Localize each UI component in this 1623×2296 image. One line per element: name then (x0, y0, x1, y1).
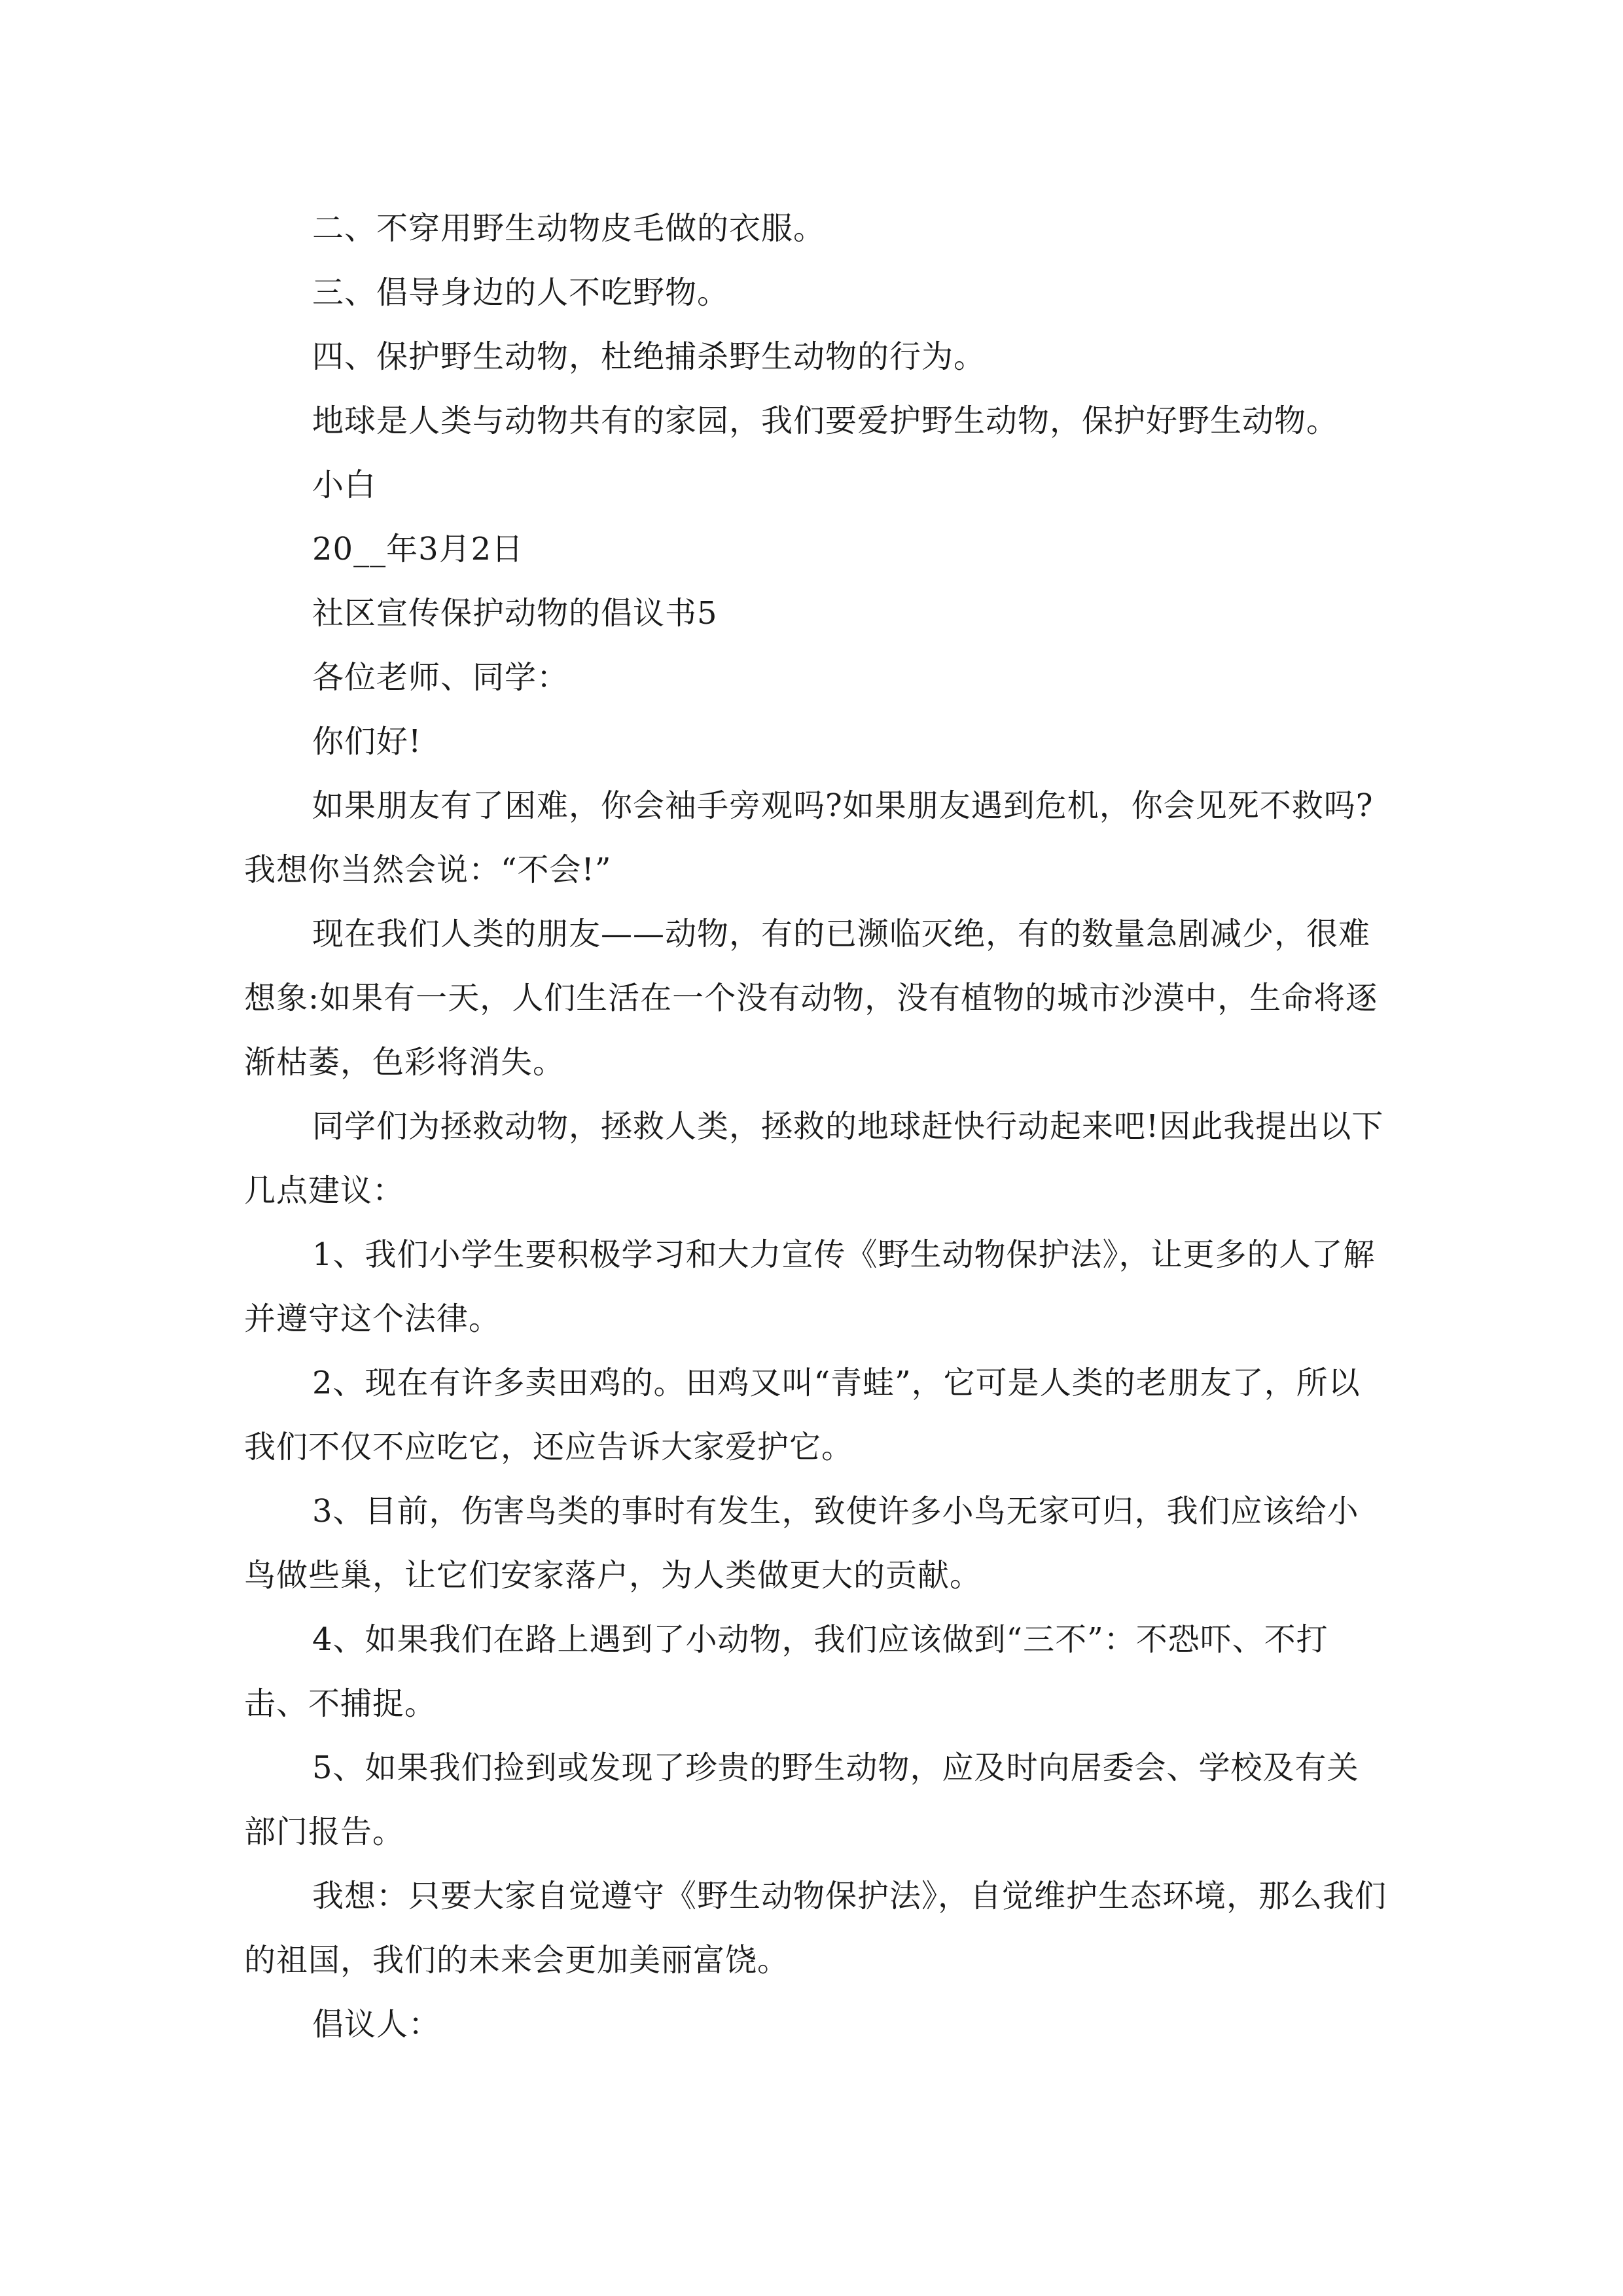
signature-name: 小白 (312, 467, 377, 503)
greeting: 你们好! (312, 723, 422, 760)
document-body (244, 196, 1389, 2056)
list-item-4: 四、保护野生动物，杜绝捕杀野生动物的行为。 (312, 338, 986, 375)
suggestion-5: 5、如果我们捡到或发现了珍贵的野生动物，应及时向居委会、学校及有关部门报告。 (244, 1749, 1359, 1850)
body-paragraph-1: 如果朋友有了困难，你会袖手旁观吗?如果朋友遇到危机，你会见死不救吗?我想你当然会说：“不会!” (244, 787, 1374, 888)
proposer-label: 倡议人： (312, 2006, 441, 2043)
signature-date: 20__年3月2日 (312, 531, 524, 567)
suggestion-3: 3、目前，伤害鸟类的事时有发生，致使许多小鸟无家可归，我们应该给小鸟做些巢，让它们安家落户，为人类做更大的贡献。 (244, 1493, 1359, 1594)
conclusion-paragraph: 我想：只要大家自觉遵守《野生动物保护法》，自觉维护生态环境，那么我们的祖国，我们的未来会更加美丽富饶。 (244, 1878, 1387, 1979)
suggestion-4: 4、如果我们在路上遇到了小动物，我们应该做到“三不”：不恐吓、不打击、不捕捉。 (244, 1621, 1329, 1722)
suggestion-1: 1、我们小学生要积极学习和大力宣传《野生动物保护法》，让更多的人了解并遵守这个法律。 (244, 1236, 1376, 1337)
suggestion-2: 2、现在有许多卖田鸡的。田鸡又叫“青蛙”，它可是人类的老朋友了，所以我们不仅不应吃它，还应告诉大家爱护它。 (244, 1365, 1361, 1465)
list-item-3: 三、倡导身边的人不吃野物。 (312, 274, 730, 311)
closing-statement: 地球是人类与动物共有的家园，我们要爱护野生动物，保护好野生动物。 (312, 403, 1339, 439)
body-paragraph-2: 现在我们人类的朋友——动物，有的已濒临灭绝，有的数量急剧减少，很难想象:如果有一天，人们生活在一个没有动物，没有植物的城市沙漠中，生命将逐渐枯萎，色彩将消失。 (244, 916, 1378, 1081)
list-item-2: 二、不穿用野生动物皮毛做的衣服。 (312, 210, 826, 247)
section-title: 社区宣传保护动物的倡议书5 (312, 595, 718, 632)
body-paragraph-3: 同学们为拯救动物，拯救人类，拯救的地球赶快行动起来吧!因此我提出以下几点建议： (244, 1108, 1384, 1209)
salutation: 各位老师、同学： (312, 659, 569, 696)
